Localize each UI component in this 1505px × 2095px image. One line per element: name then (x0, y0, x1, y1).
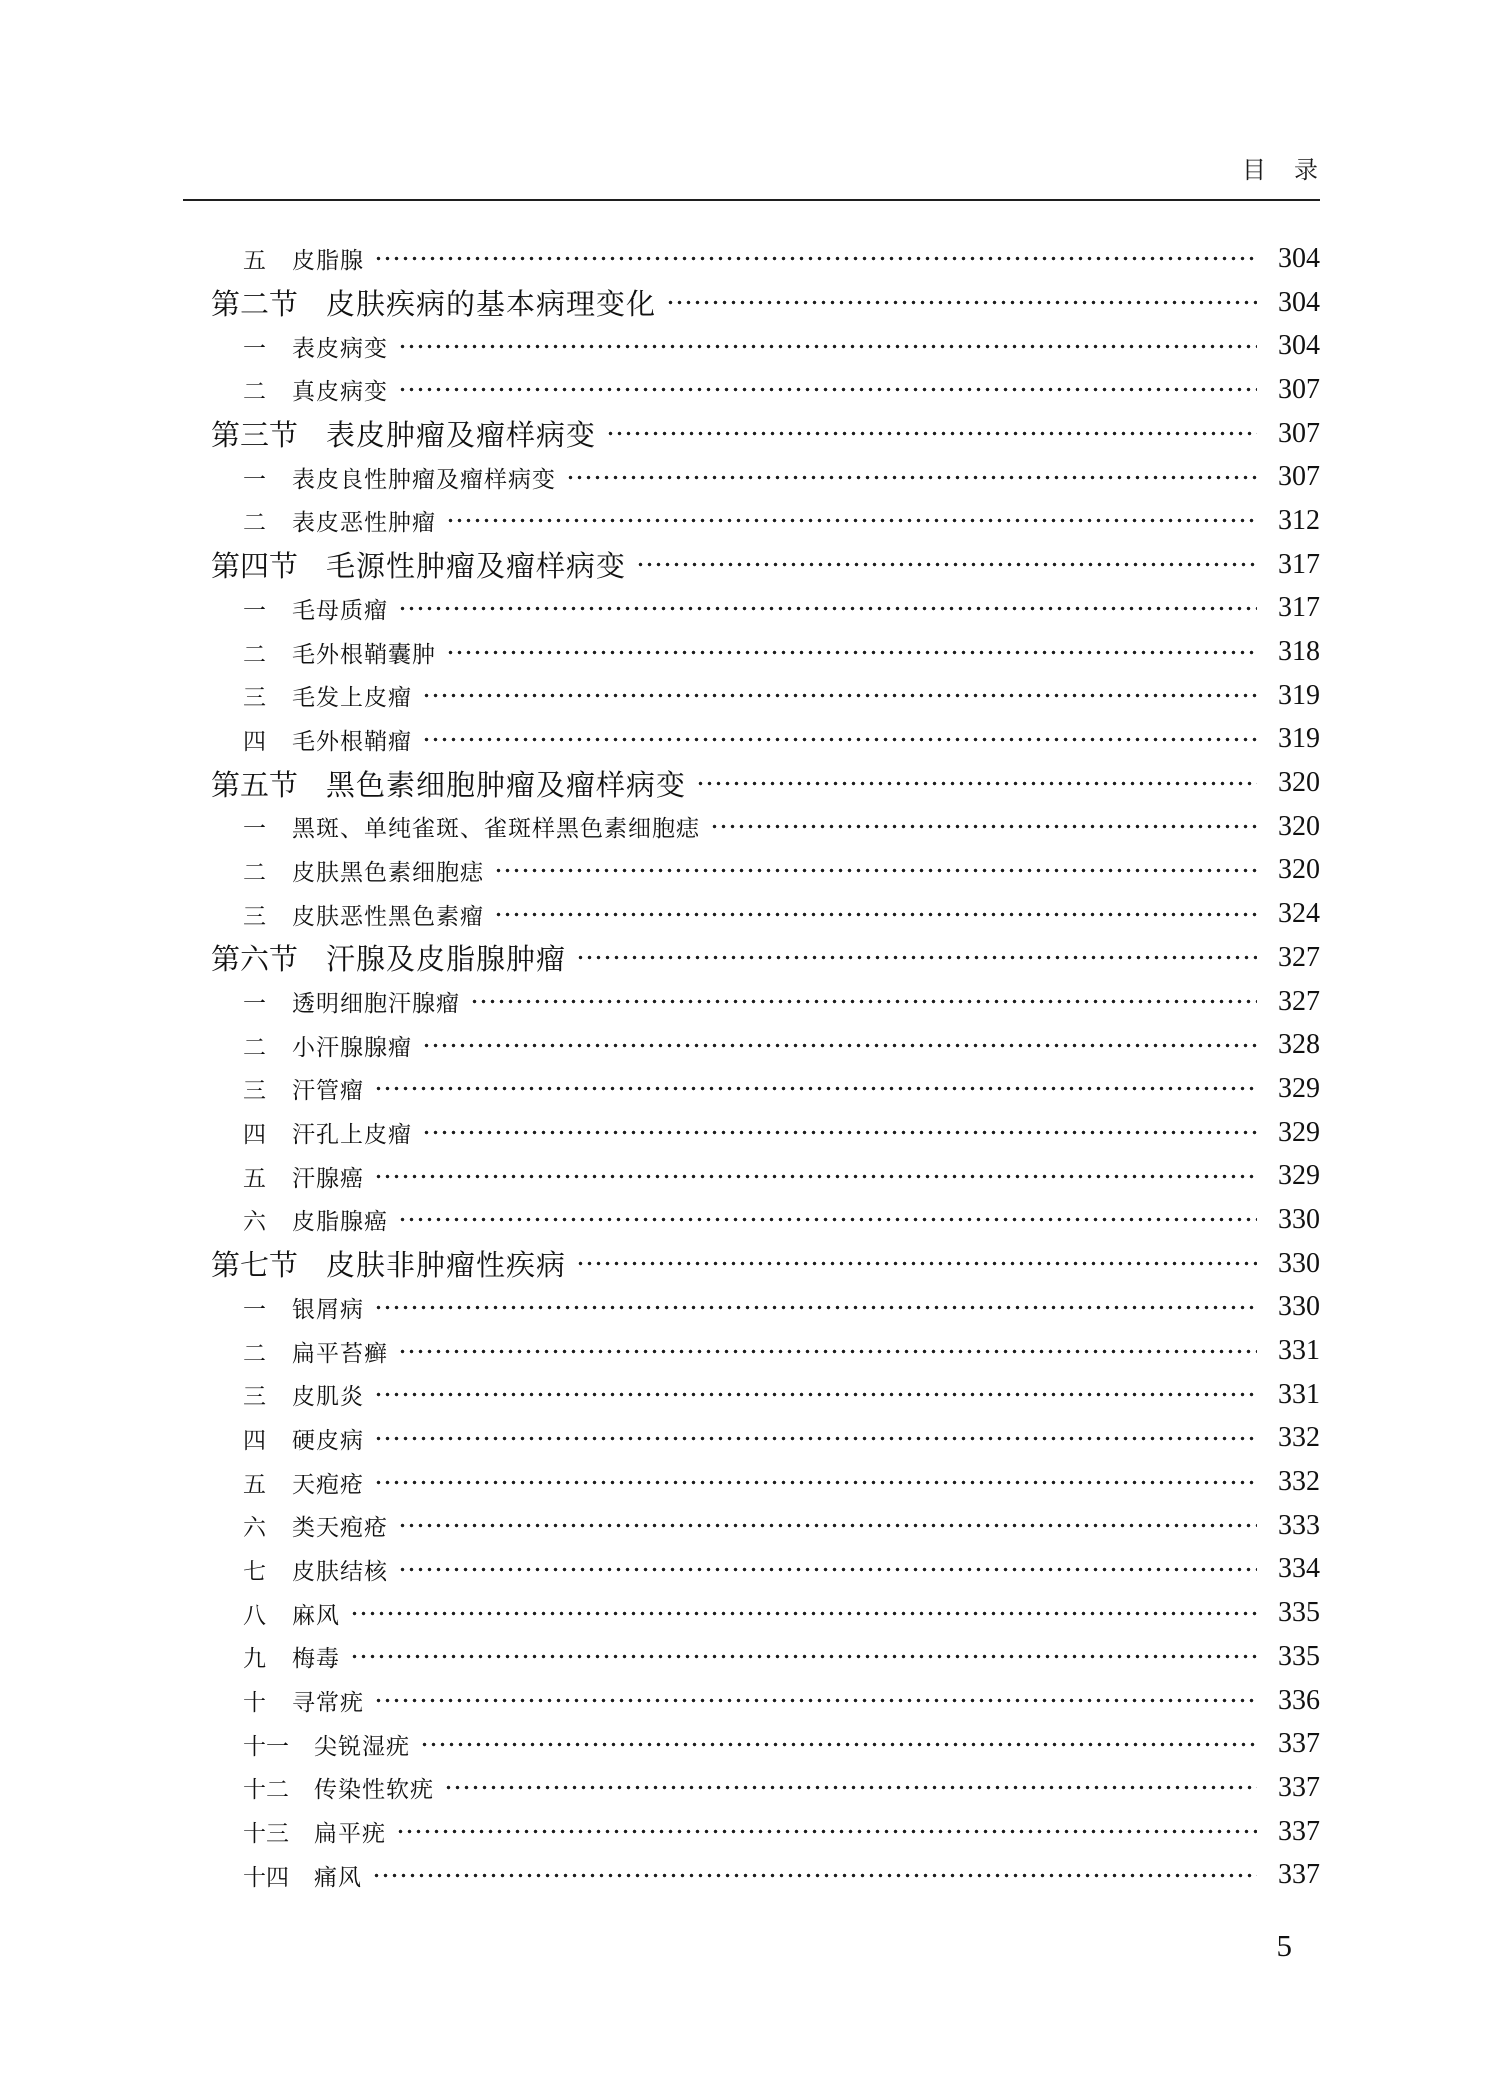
entry-number: 一 (243, 466, 266, 492)
entry-title: 皮肤疾病的基本病理变化 (326, 289, 657, 322)
entry-number: 一 (243, 991, 266, 1017)
entry-number: 十二 (243, 1777, 289, 1803)
toc-entry (183, 1286, 1320, 1330)
toc-entry (183, 1504, 1320, 1548)
entry-title: 寻常疣 (292, 1690, 364, 1716)
dot-leader (350, 1635, 1257, 1679)
dot-leader (398, 587, 1257, 631)
toc-entry (183, 543, 1320, 587)
entry-number: 八 (243, 1602, 266, 1628)
entry-number: 三 (243, 903, 266, 929)
entry-number: 七 (243, 1558, 266, 1584)
dot-leader (398, 1504, 1257, 1548)
entry-page: 335 (1278, 1640, 1320, 1672)
entry-title: 毛发上皮瘤 (292, 685, 412, 711)
entry-number: 五 (243, 248, 266, 274)
entry-title: 梅毒 (292, 1646, 340, 1672)
toc-entry (183, 674, 1320, 718)
toc-entry (183, 1242, 1320, 1286)
entry-page: 312 (1278, 504, 1320, 536)
entry-number: 第二节 (211, 289, 299, 322)
toc-entry (183, 1548, 1320, 1592)
dot-leader (374, 237, 1257, 281)
toc-entry (183, 587, 1320, 631)
entry-page: 337 (1278, 1771, 1320, 1803)
entry-page: 320 (1278, 767, 1320, 799)
toc-entry (183, 980, 1320, 1024)
entry-title: 皮肤恶性黑色素瘤 (292, 903, 484, 929)
entry-title: 麻风 (292, 1602, 340, 1628)
entry-title: 汗管瘤 (292, 1078, 364, 1104)
dot-leader (636, 543, 1257, 587)
entry-number: 一 (243, 597, 266, 623)
entry-page: 329 (1278, 1072, 1320, 1104)
entry-title: 汗腺及皮脂腺肿瘤 (326, 944, 567, 977)
toc-entry (183, 1460, 1320, 1504)
entry-page: 307 (1278, 417, 1320, 449)
entry-page: 337 (1278, 1859, 1320, 1891)
page-header (183, 150, 1320, 185)
entry-title: 表皮病变 (292, 335, 388, 361)
dot-leader (576, 1242, 1257, 1286)
entry-page: 307 (1278, 373, 1320, 405)
entry-page: 317 (1278, 592, 1320, 624)
toc-list (183, 237, 1320, 1897)
dot-leader (446, 499, 1257, 543)
toc-entry (183, 1853, 1320, 1897)
entry-page: 330 (1278, 1203, 1320, 1235)
entry-title: 扁平苔癣 (292, 1340, 388, 1366)
toc-entry (183, 1067, 1320, 1111)
entry-page: 332 (1278, 1422, 1320, 1454)
toc-entry (183, 455, 1320, 499)
header-title: 目 录 (1242, 158, 1320, 184)
entry-page: 319 (1278, 679, 1320, 711)
entry-number: 一 (243, 1296, 266, 1322)
entry-number: 十四 (243, 1864, 289, 1890)
entry-title: 真皮病变 (292, 379, 388, 405)
dot-leader (470, 980, 1257, 1024)
entry-page: 307 (1278, 461, 1320, 493)
dot-leader (606, 412, 1257, 456)
entry-number: 三 (243, 1078, 266, 1104)
entry-page: 304 (1278, 330, 1320, 362)
entry-number: 十 (243, 1690, 266, 1716)
entry-title: 银屑病 (292, 1296, 364, 1322)
entry-number: 一 (243, 816, 266, 842)
entry-title: 皮肤结核 (292, 1558, 388, 1584)
toc-entry (183, 281, 1320, 325)
entry-number: 五 (243, 1471, 266, 1497)
entry-number: 一 (243, 335, 266, 361)
dot-leader (374, 1286, 1257, 1330)
entry-page: 330 (1278, 1291, 1320, 1323)
dot-leader (374, 1373, 1257, 1417)
entry-page: 317 (1278, 548, 1320, 580)
toc-entry (183, 630, 1320, 674)
entry-page: 324 (1278, 898, 1320, 930)
toc-entry (183, 805, 1320, 849)
dot-leader (666, 281, 1257, 325)
toc-entry (183, 849, 1320, 893)
entry-title: 皮肌炎 (292, 1384, 364, 1410)
dot-leader (372, 1853, 1257, 1897)
toc-entry (183, 761, 1320, 805)
entry-title: 皮脂腺 (292, 248, 364, 274)
toc-entry (183, 1810, 1320, 1854)
entry-number: 二 (243, 1034, 266, 1060)
entry-number: 六 (243, 1209, 266, 1235)
entry-title: 扁平疣 (314, 1821, 386, 1847)
toc-entry (183, 1722, 1320, 1766)
entry-number: 第七节 (211, 1250, 299, 1283)
dot-leader (374, 1417, 1257, 1461)
entry-title: 表皮恶性肿瘤 (292, 510, 436, 536)
toc-entry (183, 368, 1320, 412)
entry-title: 表皮肿瘤及瘤样病变 (326, 420, 597, 453)
entry-number: 二 (243, 1340, 266, 1366)
entry-page: 327 (1278, 941, 1320, 973)
dot-leader (350, 1591, 1257, 1635)
dot-leader (422, 674, 1257, 718)
entry-title: 皮肤黑色素细胞痣 (292, 859, 484, 885)
entry-title: 痛风 (314, 1864, 362, 1890)
toc-entry (183, 1766, 1320, 1810)
toc-entry (183, 1635, 1320, 1679)
dot-leader (398, 368, 1257, 412)
entry-title: 黑斑、单纯雀斑、雀斑样黑色素细胞痣 (292, 816, 700, 842)
dot-leader (494, 849, 1257, 893)
entry-title: 表皮良性肿瘤及瘤样病变 (292, 466, 556, 492)
toc-entry (183, 1417, 1320, 1461)
entry-number: 二 (243, 859, 266, 885)
entry-title: 毛外根鞘囊肿 (292, 641, 436, 667)
entry-page: 329 (1278, 1160, 1320, 1192)
entry-title: 毛外根鞘瘤 (292, 728, 412, 754)
entry-number: 六 (243, 1515, 266, 1541)
entry-title: 汗孔上皮瘤 (292, 1122, 412, 1148)
entry-number: 四 (243, 1427, 266, 1453)
toc-entry (183, 892, 1320, 936)
entry-page: 334 (1278, 1553, 1320, 1585)
entry-page: 337 (1278, 1815, 1320, 1847)
entry-title: 毛母质瘤 (292, 597, 388, 623)
dot-leader (398, 1548, 1257, 1592)
entry-number: 二 (243, 510, 266, 536)
entry-page: 304 (1278, 286, 1320, 318)
toc-entry (183, 1023, 1320, 1067)
entry-number: 四 (243, 1122, 266, 1148)
toc-entry (183, 499, 1320, 543)
toc-entry (183, 1373, 1320, 1417)
entry-number: 十一 (243, 1733, 289, 1759)
toc-entry (183, 1679, 1320, 1723)
dot-leader (422, 1111, 1257, 1155)
entry-page: 330 (1278, 1247, 1320, 1279)
dot-leader (374, 1460, 1257, 1504)
toc-entry (183, 936, 1320, 980)
entry-page: 331 (1278, 1378, 1320, 1410)
dot-leader (444, 1766, 1257, 1810)
entry-title: 类天疱疮 (292, 1515, 388, 1541)
entry-page: 331 (1278, 1335, 1320, 1367)
dot-leader (710, 805, 1257, 849)
entry-page: 328 (1278, 1029, 1320, 1061)
entry-number: 二 (243, 379, 266, 405)
entry-page: 327 (1278, 985, 1320, 1017)
entry-number: 九 (243, 1646, 266, 1672)
entry-title: 毛源性肿瘤及瘤样病变 (326, 551, 627, 584)
dot-leader (446, 630, 1257, 674)
entry-page: 318 (1278, 636, 1320, 668)
entry-number: 第四节 (211, 551, 299, 584)
dot-leader (398, 1329, 1257, 1373)
entry-page: 333 (1278, 1509, 1320, 1541)
entry-page: 319 (1278, 723, 1320, 755)
dot-leader (576, 936, 1257, 980)
entry-number: 五 (243, 1165, 266, 1191)
toc-entry (183, 1591, 1320, 1635)
entry-number: 三 (243, 1384, 266, 1410)
entry-title: 天疱疮 (292, 1471, 364, 1497)
entry-page: 329 (1278, 1116, 1320, 1148)
entry-title: 尖锐湿疣 (314, 1733, 410, 1759)
entry-number: 第三节 (211, 420, 299, 453)
entry-number: 四 (243, 728, 266, 754)
toc-entry (183, 412, 1320, 456)
toc-entry (183, 1111, 1320, 1155)
entry-title: 皮脂腺癌 (292, 1209, 388, 1235)
dot-leader (566, 455, 1257, 499)
entry-number: 二 (243, 641, 266, 667)
entry-title: 小汗腺腺瘤 (292, 1034, 412, 1060)
dot-leader (422, 1023, 1257, 1067)
entry-title: 传染性软疣 (314, 1777, 434, 1803)
dot-leader (374, 1679, 1257, 1723)
page-number: 5 (1276, 1928, 1292, 1963)
entry-number: 第六节 (211, 944, 299, 977)
entry-page: 337 (1278, 1728, 1320, 1760)
entry-page: 320 (1278, 810, 1320, 842)
dot-leader (396, 1810, 1257, 1854)
entry-number: 三 (243, 685, 266, 711)
dot-leader (398, 324, 1257, 368)
dot-leader (420, 1722, 1257, 1766)
dot-leader (494, 892, 1257, 936)
header-rule (183, 199, 1320, 201)
entry-title: 汗腺癌 (292, 1165, 364, 1191)
dot-leader (422, 718, 1257, 762)
dot-leader (696, 761, 1257, 805)
entry-page: 304 (1278, 242, 1320, 274)
entry-number: 第五节 (211, 769, 299, 802)
entry-page: 332 (1278, 1466, 1320, 1498)
dot-leader (398, 1198, 1257, 1242)
dot-leader (374, 1067, 1257, 1111)
toc-entry (183, 1154, 1320, 1198)
entry-page: 335 (1278, 1597, 1320, 1629)
dot-leader (374, 1154, 1257, 1198)
toc-entry (183, 1329, 1320, 1373)
entry-number: 十三 (243, 1821, 289, 1847)
toc-entry (183, 324, 1320, 368)
entry-title: 皮肤非肿瘤性疾病 (326, 1250, 567, 1283)
toc-entry (183, 718, 1320, 762)
entry-page: 336 (1278, 1684, 1320, 1716)
entry-page: 320 (1278, 854, 1320, 886)
toc-entry (183, 1198, 1320, 1242)
entry-title: 黑色素细胞肿瘤及瘤样病变 (326, 769, 687, 802)
entry-title: 透明细胞汗腺瘤 (292, 991, 460, 1017)
toc-entry (183, 237, 1320, 281)
entry-title: 硬皮病 (292, 1427, 364, 1453)
